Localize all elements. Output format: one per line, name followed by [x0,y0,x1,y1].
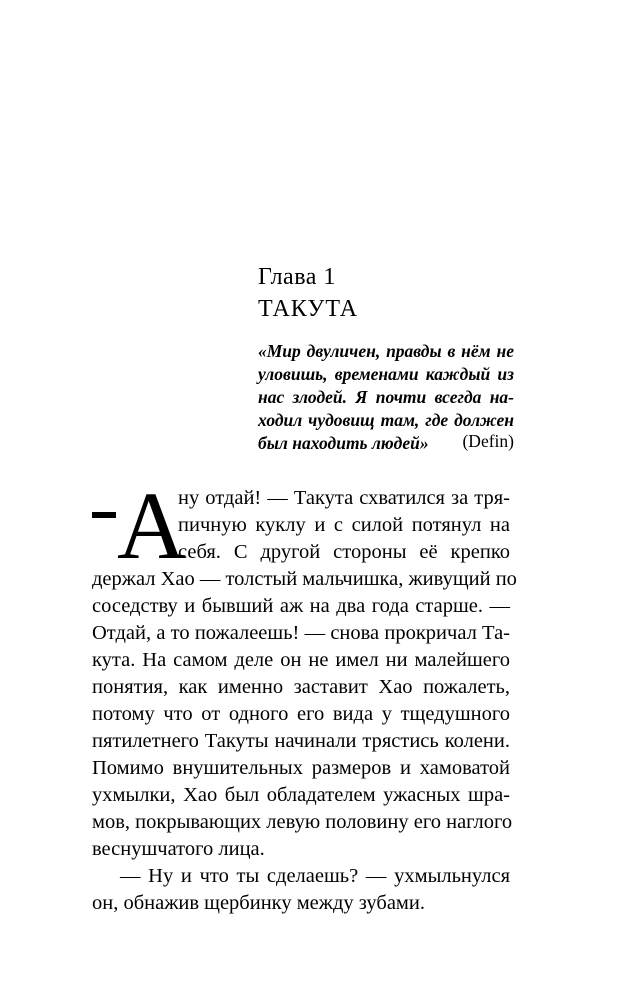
text-line: Помимо внушительных размеров и хамоватой [92,757,510,779]
chapter-title: ТАКУТА [258,296,359,322]
text-line: понятия, как именно заставит Хао пожалеть, [92,676,510,698]
text-line: соседству и бывший аж на два года старше. — [92,595,510,617]
epigraph-line: был находить людей» [258,433,429,453]
text-line: веснушчатого лица. [92,838,265,860]
text-line: ухмылки, Хао был обладателем ужасных шра- [92,784,510,806]
epigraph-line: ходил чудовищ там, где должен [258,410,514,430]
epigraph-line: «Мир двуличен, правды в нём не [258,341,514,361]
text-line: — Ну и что ты сделаешь? — ухмыльнулся [120,865,510,887]
dropcap-letter: А [117,472,187,579]
text-line: пичную куклу и с силой потянул на [178,514,510,536]
epigraph-source: (Defin) [462,431,514,451]
text-line: кута. На самом деле он не имел ни малейшего [92,649,510,671]
text-line: пятилетнего Такуты начинали трястись колени. [92,730,510,752]
text-line: мов, покрывающих левую половину его наглого [92,811,513,833]
text-line: он, обнажив щербинку между зубами. [92,892,425,914]
text-line: ну отдай! — Такута схватился за тря- [178,487,510,509]
chapter-label: Глава 1 [258,264,336,290]
text-line: потому что от одного его вида у тщедушного [92,703,510,725]
text-line: держал Хао — толстый мальчишка, живущий по [92,568,517,590]
epigraph-line: уловишь, временами каждый из [258,364,514,384]
text-line: Отдай, а то пожалеешь! — снова прокричал Та- [92,622,510,644]
text-line: себя. С другой стороны её крепко [178,541,510,563]
dropcap-dash [92,512,116,518]
epigraph-line: нас злодей. Я почти всегда на- [258,387,514,407]
